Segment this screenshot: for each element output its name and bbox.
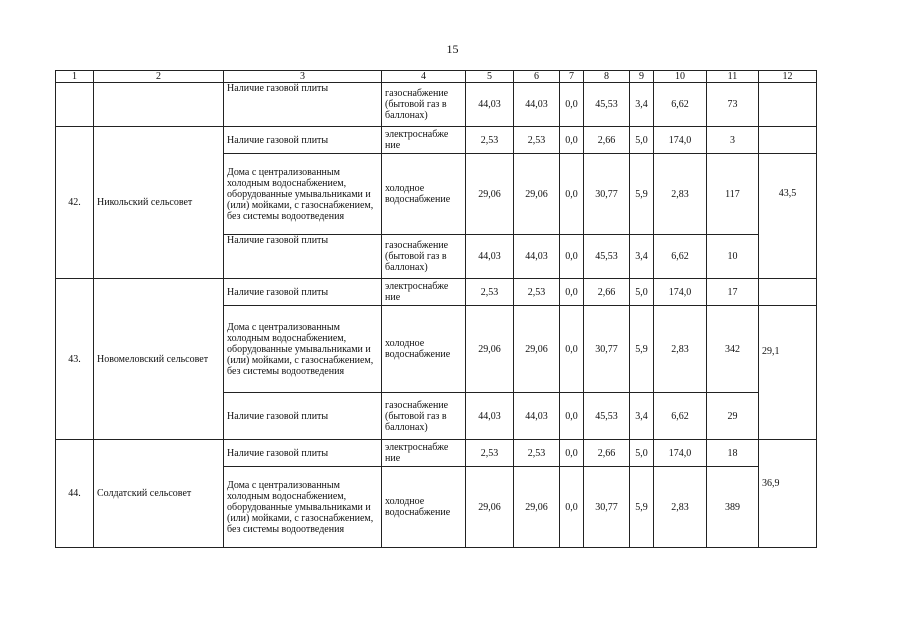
value-cell: 6,62 — [654, 83, 707, 127]
category-cell: Дома с централизованным холодным водоснабжением, оборудованные умывальниками и (или) мойками, с газоснабжением, без системы водоотведения — [224, 306, 382, 393]
value-cell: 3,4 — [630, 393, 654, 440]
value-cell: 2,66 — [584, 279, 630, 306]
value-cell: 5,0 — [630, 279, 654, 306]
header-cell: 1 — [56, 71, 94, 83]
value-cell: 17 — [707, 279, 759, 306]
category-cell: Наличие газовой плиты — [224, 83, 382, 127]
value-cell: 174,0 — [654, 279, 707, 306]
utility-cell: холодное водоснабжение — [382, 467, 466, 548]
value-cell: 342 — [707, 306, 759, 393]
table-row — [56, 440, 817, 467]
table-row — [56, 83, 817, 127]
value-cell: 30,77 — [584, 154, 630, 235]
value-cell: 30,77 — [584, 467, 630, 548]
header-cell: 6 — [514, 71, 560, 83]
utility-cell: электроснабже ние — [382, 440, 466, 467]
settlement-cell: Солдатский сельсовет — [94, 440, 224, 548]
value-cell: 29,06 — [514, 467, 560, 548]
value-cell: 2,53 — [466, 440, 514, 467]
value-cell: 44,03 — [514, 235, 560, 279]
category-cell: Наличие газовой плиты — [224, 393, 382, 440]
value-cell: 2,53 — [466, 127, 514, 154]
value-cell: 174,0 — [654, 440, 707, 467]
value-cell: 0,0 — [560, 83, 584, 127]
value-cell: 29,06 — [466, 306, 514, 393]
header-cell: 3 — [224, 71, 382, 83]
number-cell: 42. — [56, 127, 94, 279]
value-cell: 30,77 — [584, 306, 630, 393]
value-cell: 2,53 — [514, 440, 560, 467]
number-cell — [56, 83, 94, 127]
total-cell: 36,9 — [759, 440, 817, 548]
utility-cell: газоснабжение (бытовой газ в баллонах) — [382, 83, 466, 127]
settlement-cell: Никольский сельсовет — [94, 127, 224, 279]
utility-cell: электроснабже ние — [382, 127, 466, 154]
value-cell: 29,06 — [514, 306, 560, 393]
category-cell: Наличие газовой плиты — [224, 235, 382, 279]
header-cell: 10 — [654, 71, 707, 83]
utility-cell: газоснабжение (бытовой газ в баллонах) — [382, 235, 466, 279]
value-cell: 44,03 — [514, 83, 560, 127]
value-cell: 2,83 — [654, 154, 707, 235]
header-cell: 12 — [759, 71, 817, 83]
total-cell: 43,5 — [759, 154, 817, 279]
value-cell: 2,83 — [654, 306, 707, 393]
category-cell: Дома с централизованным холодным водоснабжением, оборудованные умывальниками и (или) мойками, с газоснабжением, без системы водоотведения — [224, 467, 382, 548]
category-cell: Наличие газовой плиты — [224, 127, 382, 154]
value-cell: 0,0 — [560, 467, 584, 548]
header-cell: 11 — [707, 71, 759, 83]
value-cell: 2,53 — [514, 127, 560, 154]
value-cell: 5,9 — [630, 306, 654, 393]
number-cell: 43. — [56, 279, 94, 440]
value-cell: 44,03 — [514, 393, 560, 440]
header-cell: 5 — [466, 71, 514, 83]
utility-cell: газоснабжение (бытовой газ в баллонах) — [382, 393, 466, 440]
value-cell: 5,9 — [630, 467, 654, 548]
value-cell: 2,83 — [654, 467, 707, 548]
value-cell: 45,53 — [584, 393, 630, 440]
header-cell: 8 — [584, 71, 630, 83]
value-cell: 29,06 — [466, 467, 514, 548]
category-cell: Наличие газовой плиты — [224, 440, 382, 467]
value-cell: 3 — [707, 127, 759, 154]
value-cell: 389 — [707, 467, 759, 548]
value-cell: 45,53 — [584, 235, 630, 279]
value-cell: 2,66 — [584, 127, 630, 154]
header-cell: 4 — [382, 71, 466, 83]
value-cell: 44,03 — [466, 83, 514, 127]
value-cell: 73 — [707, 83, 759, 127]
value-cell: 0,0 — [560, 235, 584, 279]
header-cell: 7 — [560, 71, 584, 83]
value-cell: 6,62 — [654, 235, 707, 279]
tariff-table — [55, 70, 817, 548]
value-cell: 10 — [707, 235, 759, 279]
value-cell: 2,53 — [514, 279, 560, 306]
total-cell — [759, 279, 817, 306]
value-cell: 29,06 — [466, 154, 514, 235]
table-row — [56, 127, 817, 154]
page-number: 15 — [446, 42, 459, 56]
value-cell: 2,53 — [466, 279, 514, 306]
total-cell — [759, 127, 817, 154]
number-cell: 44. — [56, 440, 94, 548]
header-cell: 2 — [94, 71, 224, 83]
header-row — [56, 71, 817, 83]
value-cell: 0,0 — [560, 127, 584, 154]
total-cell — [759, 83, 817, 127]
value-cell: 117 — [707, 154, 759, 235]
value-cell: 29,06 — [514, 154, 560, 235]
value-cell: 45,53 — [584, 83, 630, 127]
value-cell: 174,0 — [654, 127, 707, 154]
total-cell: 29,1 — [759, 306, 817, 440]
category-cell: Наличие газовой плиты — [224, 279, 382, 306]
value-cell: 0,0 — [560, 393, 584, 440]
value-cell: 5,9 — [630, 154, 654, 235]
value-cell: 0,0 — [560, 279, 584, 306]
value-cell: 5,0 — [630, 127, 654, 154]
category-cell: Дома с централизованным холодным водоснабжением, оборудованные умывальниками и (или) мойками, с газоснабжением, без системы водоотведения — [224, 154, 382, 235]
value-cell: 0,0 — [560, 306, 584, 393]
value-cell: 44,03 — [466, 393, 514, 440]
value-cell: 6,62 — [654, 393, 707, 440]
table-row — [56, 279, 817, 306]
value-cell: 3,4 — [630, 235, 654, 279]
value-cell: 3,4 — [630, 83, 654, 127]
utility-cell: холодное водоснабжение — [382, 306, 466, 393]
settlement-cell: Новомеловский сельсовет — [94, 279, 224, 440]
value-cell: 5,0 — [630, 440, 654, 467]
value-cell: 29 — [707, 393, 759, 440]
utility-cell: электроснабже ние — [382, 279, 466, 306]
value-cell: 44,03 — [466, 235, 514, 279]
header-cell: 9 — [630, 71, 654, 83]
value-cell: 0,0 — [560, 154, 584, 235]
value-cell: 0,0 — [560, 440, 584, 467]
value-cell: 18 — [707, 440, 759, 467]
value-cell: 2,66 — [584, 440, 630, 467]
settlement-cell — [94, 83, 224, 127]
utility-cell: холодное водоснабжение — [382, 154, 466, 235]
